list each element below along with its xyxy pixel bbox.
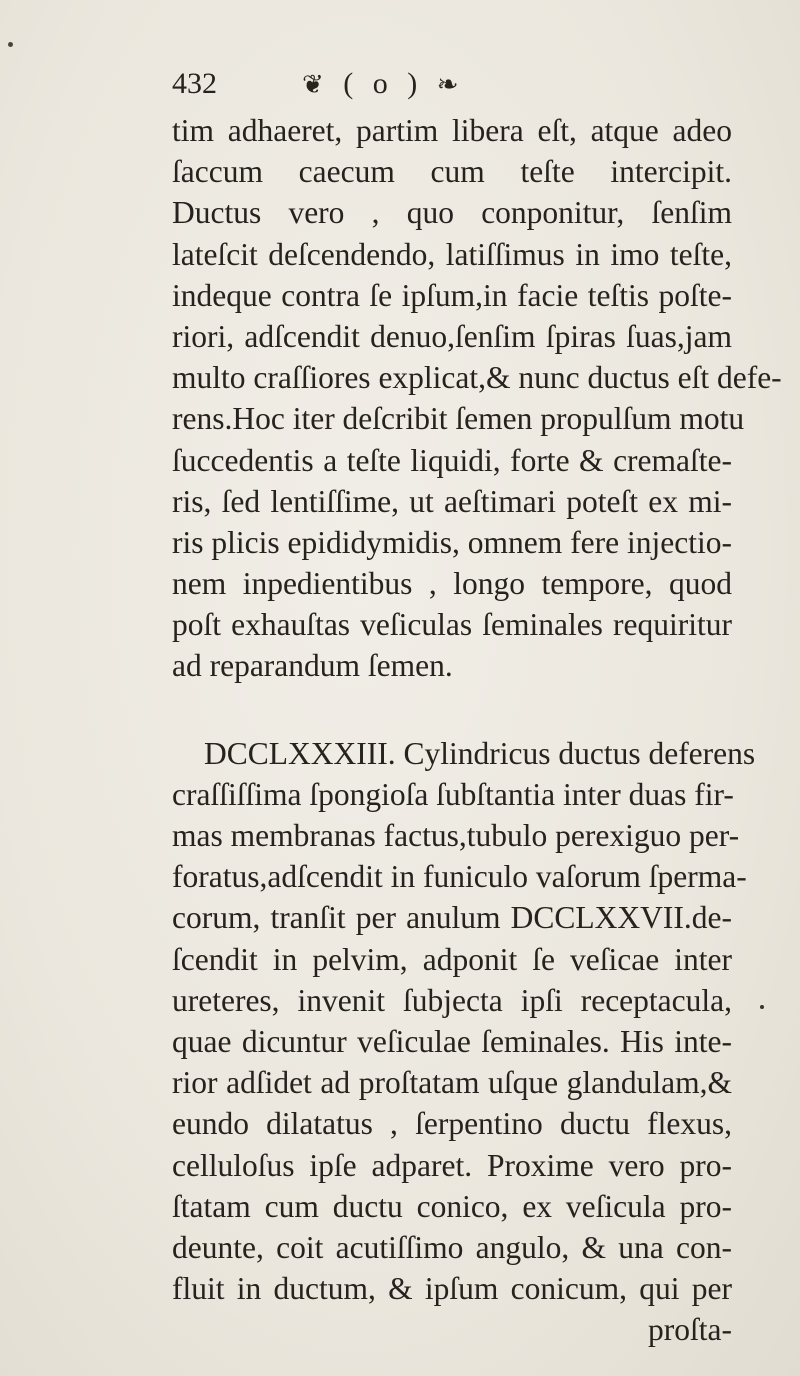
margin-mark xyxy=(760,1005,764,1009)
text-line: ad reparandum ſemen. xyxy=(172,648,453,684)
paragraph-2 xyxy=(172,733,756,1351)
text-line: deunte, coit acutiſſimo angulo, & una con- xyxy=(172,1229,732,1265)
text-line: nem inpedientibus , longo tempore, quod xyxy=(172,566,732,602)
text-line: ris, ſed lentiſſime, ut aeſtimari poteſt ex mi- xyxy=(172,483,732,519)
running-head xyxy=(302,62,465,107)
text-line: riori, adſcendit denuo,ſenſim ſpiras ſuas,jam xyxy=(172,318,732,354)
body-text xyxy=(172,110,782,1350)
text-line: fluit in ductum, & ipſum conicum, qui per xyxy=(172,1271,732,1307)
text-line: ſaccum caecum cum teſte intercipit. xyxy=(172,154,732,190)
margin-dot xyxy=(8,42,13,47)
text-line: ſcendit in pelvim, adponit ſe veſicae inter xyxy=(172,941,732,977)
text-line: rens.Hoc iter deſcribit ſemen propulſum motu xyxy=(172,401,745,437)
text-line: quae dicuntur veſiculae ſeminales. His inte- xyxy=(172,1023,732,1059)
text-line: indeque contra ſe ipſum,in facie teſtis poſte- xyxy=(172,277,732,313)
text-line: eundo dilatatus , ſerpentino ductu flexus, xyxy=(172,1106,732,1142)
page-header xyxy=(172,62,732,106)
text-line: ureteres, invenit ſubjecta ipſi receptacula, xyxy=(172,982,732,1018)
text-line: ris plicis epididymidis, omnem fere injectio- xyxy=(172,524,732,560)
text-line: DCCLXXXIII. Cylindricus ductus deferens xyxy=(204,735,756,771)
text-line: craſſiſſima ſpongioſa ſubſtantia inter duas fir- xyxy=(172,776,734,812)
left-ornament-icon: ❦ xyxy=(302,70,330,99)
text-line: celluloſus ipſe adparet. Proxime vero pro- xyxy=(172,1147,732,1183)
right-ornament-icon: ❧ xyxy=(436,70,465,99)
text-line: ſtatam cum ductu conico, ex veſicula pro- xyxy=(172,1188,732,1224)
catchword: proſta- xyxy=(648,1312,732,1348)
text-line: poſt exhauſtas veſiculas ſeminales requiritur xyxy=(172,607,732,643)
text-line: foratus,adſcendit in funiculo vaſorum ſperma- xyxy=(172,859,747,895)
text-line: corum, tranſit per anulum DCCLXXVII.de- xyxy=(172,900,732,936)
paragraph-1 xyxy=(172,110,782,687)
paragraph-gap xyxy=(172,687,732,733)
running-head-text: ( o ) xyxy=(343,67,424,100)
text-line: Ductus vero , quo conponitur, ſenſim xyxy=(172,195,732,231)
text-line: tim adhaeret, partim libera eſt, atque adeo xyxy=(172,113,732,148)
text-line: ſuccedentis a teſte liquidi, forte & cremaſte- xyxy=(172,442,732,478)
text-line: rior adſidet ad proſtatam uſque glandulam,& xyxy=(172,1065,732,1101)
text-line: multo craſſiores explicat,& nunc ductus eſt defe- xyxy=(172,360,782,396)
text-line: lateſcit deſcendendo, latiſſimus in imo teſte, xyxy=(172,236,732,272)
page-number: 432 xyxy=(172,67,217,100)
text-line: mas membranas factus,tubulo perexiguo per- xyxy=(172,818,740,853)
